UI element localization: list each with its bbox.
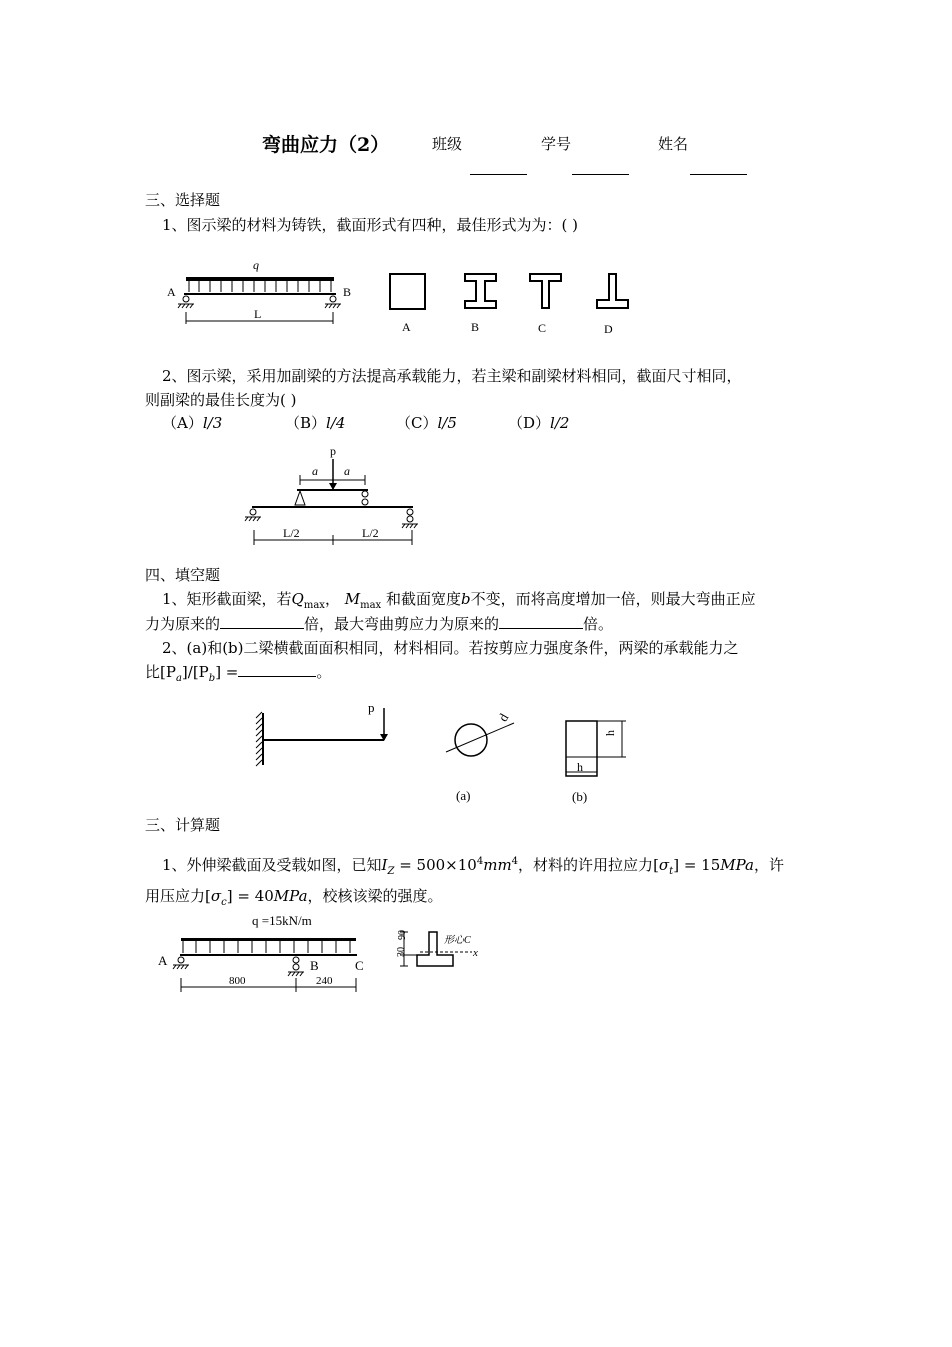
half-span-left: L/2	[283, 526, 300, 540]
h-label-vertical: h	[603, 730, 617, 736]
option-d[interactable]: （D）l/2	[508, 414, 570, 432]
axis-label-x: x	[473, 947, 478, 959]
name-label: 姓名	[658, 135, 689, 153]
cantilever-load-label: p	[368, 700, 375, 715]
section-label-d: D	[604, 322, 613, 336]
span-label: L	[254, 307, 262, 321]
centroid-label: 形心C	[444, 935, 471, 946]
option-b[interactable]: （B）l/4	[285, 414, 346, 432]
fig-label-a: (a)	[456, 788, 471, 803]
calc-q1-line1: 1、外伸梁截面及受载如图，已知$I_Z = 500\times 10^4mm^4$，材料的许用拉应力$[\sigma_t] = 15MPa$，许	[162, 856, 785, 877]
section-label-c: C	[538, 321, 547, 335]
label-a: A	[167, 285, 176, 299]
section-label-a: A	[402, 320, 411, 334]
page-title: 弯曲应力（2）	[262, 134, 390, 156]
question-2-line1: 2、图示梁，采用加副梁的方法提高承载能力，若主梁和副梁材料相同，截面尺寸相同，	[162, 367, 742, 385]
calc-dim-90: 90	[397, 930, 408, 940]
question-1-text: 1、图示梁的材料为铸铁，截面形式有四种，最佳形式为为：( )	[162, 216, 579, 234]
class-label: 班级	[432, 135, 463, 153]
option-c[interactable]: （C）l/5	[396, 414, 457, 432]
a-label-left: a	[312, 464, 318, 478]
section-heading-fill: 四、填空题	[145, 566, 221, 584]
calc-q1-line2: 用压应力$[\sigma_c] = 40MPa$，校核该梁的强度。	[145, 887, 443, 908]
fill-q1-line1: 1、矩形截面梁，若$Q_{max}$， $M_{max}$ 和截面宽度b不变，而将高度增加一倍，则最大弯曲正应	[162, 590, 756, 611]
calc-load-bar	[181, 938, 356, 941]
calc-label-a: A	[158, 953, 168, 968]
calc-load-label: q =15kN/m	[252, 913, 312, 928]
half-span-right: L/2	[362, 526, 379, 540]
section-heading-choice: 三、选择题	[145, 191, 221, 209]
fill-q2-line2: 比$[P_a]/[P_b]$ = 。	[145, 663, 332, 684]
option-a[interactable]: （A）l/3	[162, 414, 223, 432]
calc-support-b	[288, 957, 304, 976]
question-2-line2: 则副梁的最佳长度为( )	[145, 391, 297, 409]
calc-dim-800: 800	[229, 975, 246, 987]
label-b: B	[343, 285, 352, 299]
a-label-right: a	[344, 464, 350, 478]
load-label-q: q	[253, 258, 259, 272]
id-label: 学号	[541, 135, 572, 153]
calc-load-arrows	[183, 941, 350, 953]
fig-label-b: (b)	[572, 789, 588, 804]
calc-dim-30: 30	[396, 947, 407, 957]
section-label-b: B	[471, 320, 480, 334]
h-label-horizontal: h	[577, 760, 583, 774]
load-label-p: p	[330, 444, 336, 458]
fill-q2-line1: 2、(a)和(b)二梁横截面面积相同，材料相同。若按剪应力强度条件，两梁的承载能力之	[162, 639, 739, 657]
calc-support-a	[173, 957, 189, 969]
fill-q1-line2: 力为原来的 倍，最大弯曲剪应力为原来的 倍。	[145, 615, 614, 633]
calc-label-c: C	[355, 958, 364, 973]
diameter-label: d	[495, 710, 512, 724]
section-heading-calc: 三、计算题	[145, 816, 221, 834]
calc-label-b: B	[310, 958, 319, 973]
calc-dim-240: 240	[316, 975, 333, 987]
